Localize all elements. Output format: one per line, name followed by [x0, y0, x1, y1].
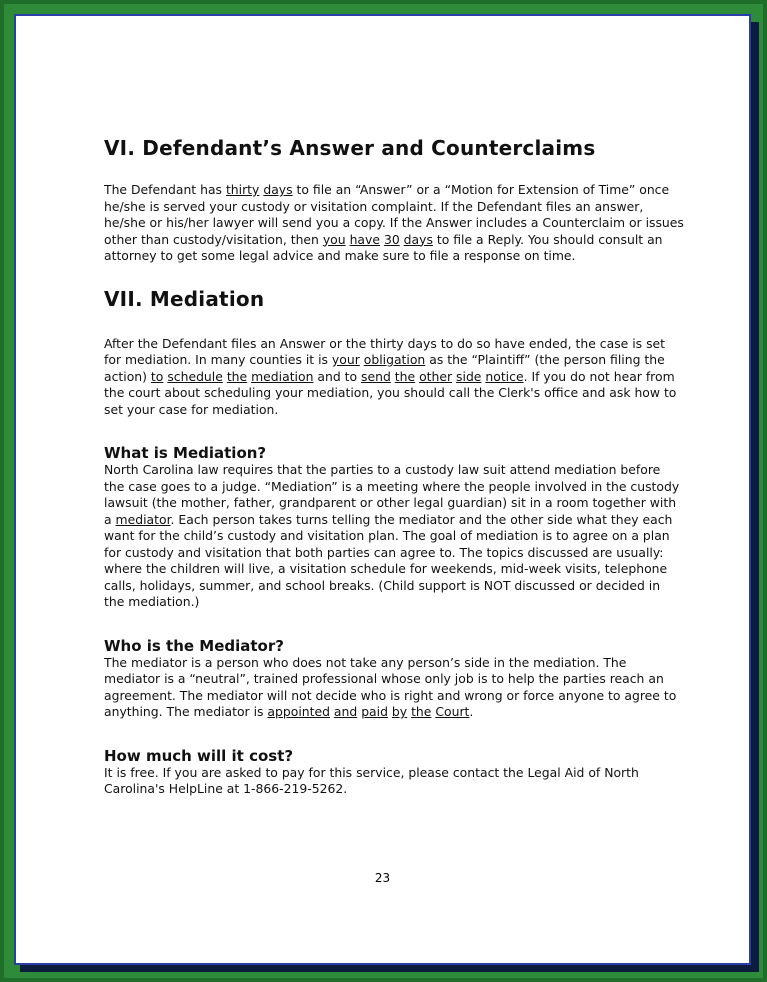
document-page	[14, 14, 751, 965]
section-vii-title: VII. Mediation	[104, 286, 265, 311]
cost-body: It is free. If you are asked to pay for this service, please contact the Legal Aid of North Carolina's HelpLine at 1-866-219-5262.	[104, 764, 639, 796]
section-vi-title: VI. Defendant’s Answer and Counterclaims	[104, 136, 596, 160]
page-number: 23	[374, 871, 391, 885]
cost-heading: How much will it cost?	[104, 746, 294, 765]
who-is-mediator-heading: Who is the Mediator?	[104, 636, 284, 655]
who-is-mediator-body: The mediator is a person who does not take any person’s side in the mediation. The mediator is a “neutral”, trained professional whose only job is to help the parties reach an agreement. The mediator will not decide who is right and wrong or force anyone to agree to anything. The mediator is appointed and paid by the Court.	[104, 654, 677, 719]
what-is-mediation-body: North Carolina law requires that the parties to a custody law suit attend mediation before the case goes to a judge. “Mediation” is a meeting where the people involved in the custody lawsuit (the mother, father, grandparent or other legal guardian) sit in a room together with a mediator. Each person takes turns telling the mediator and the other side what they each want for the child’s custody and visitation plan. The goal of mediation is to agree on a plan for custody and visitation that both parties can agree to. The topics discussed are usually: where the children will live, a visitation schedule for weekends, mid-week visits, telephone calls, holidays, summer, and school breaks. (Child support is NOT discussed or decided in the mediation.)	[104, 462, 680, 609]
page-content	[104, 136, 684, 798]
section-vii-body: After the Defendant files an Answer or the thirty days to do so have ended, the case is set for mediation. In many counties it is your obligation as the “Plaintiff” (the person filing the action) to schedule the mediation and to send the other side notice. If you do not hear from the court about scheduling your mediation, you should call the Clerk's office and ask how to set your case for mediation.	[104, 335, 677, 417]
section-vi-body: The Defendant has thirty days to file an “Answer” or a “Motion for Extension of Time” once he/she is served your custody or visitation complaint. If the Defendant files an answer, he/she or his/her lawyer will send you a copy. If the Answer includes a Counterclaim or issues other than custody/visitation, then you have 30 days to file a Reply. You should consult an attorney to get some legal advice and make sure to file a response on time.	[104, 182, 684, 263]
what-is-mediation-heading: What is Mediation?	[104, 444, 267, 462]
